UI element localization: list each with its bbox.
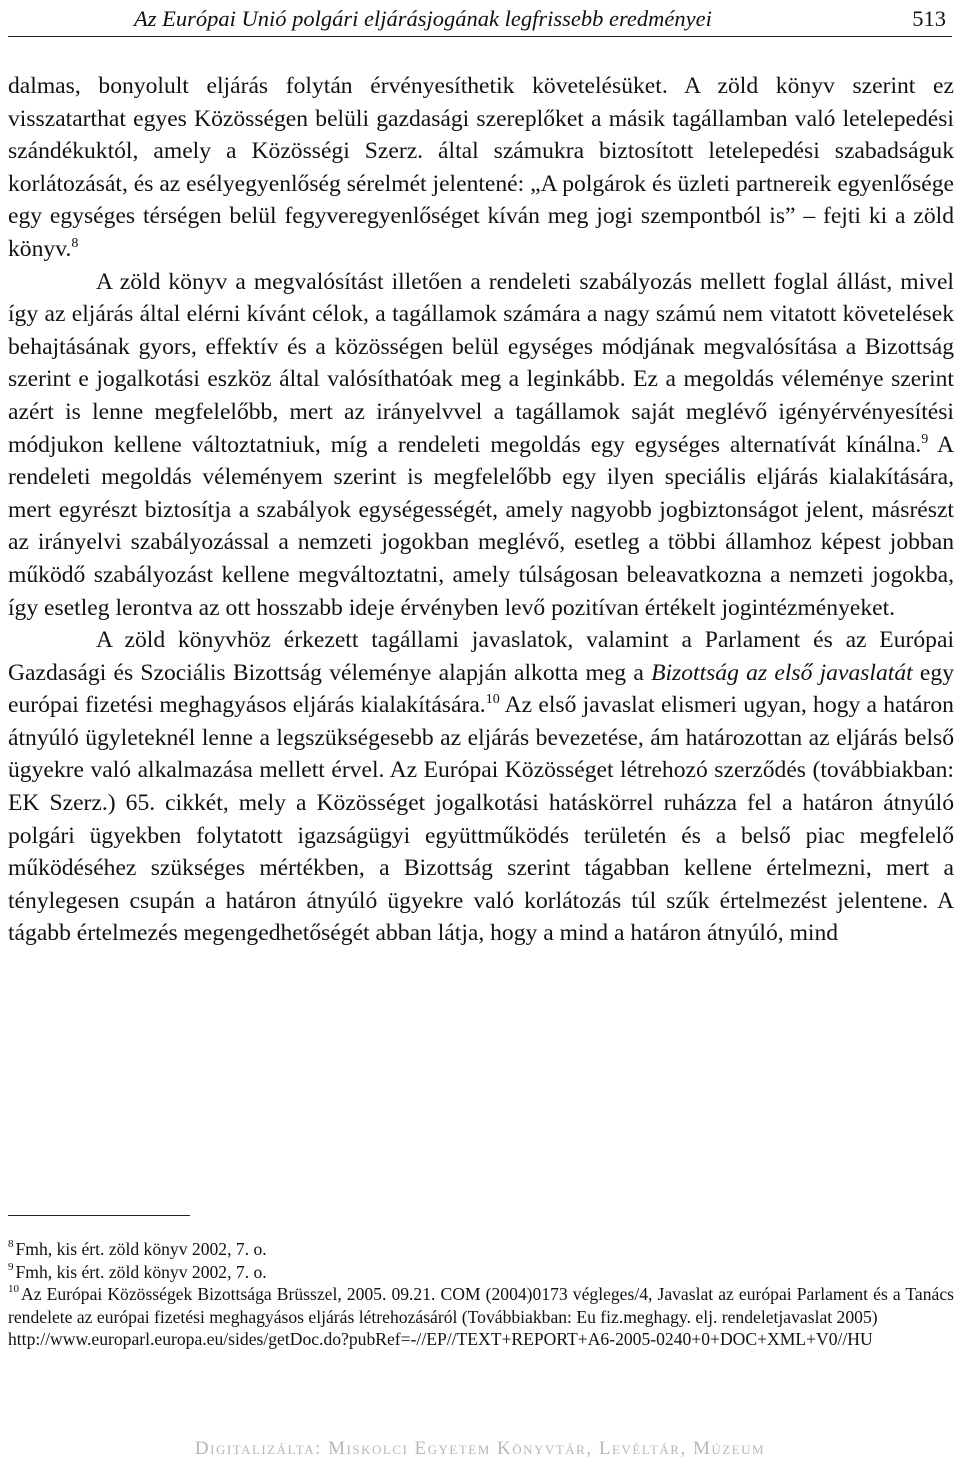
paragraph-3-text-a: A zöld könyvhöz érkezett tagállami javaslatok, valamint a Parlament és az Európai Gazdasági és Szociális Bizottság véleménye alapján alkotta meg a (8, 627, 954, 686)
footnote-8 (8, 1238, 954, 1261)
footnote-ref-10[interactable]: 10 (485, 692, 500, 708)
page-number: 513 (912, 6, 946, 31)
paragraph-2-text-a: A zöld könyv a megvalósítást illetően a rendeleti szabályozás mellett foglal állást, mivel így az eljárás által elérni kívánt célok, a tagállamok számára a nagy számú nem vitatott követelések behajtásának gyors, effektív és a közösségen belül egységes módjának megvalósítása a Bizottság szerint e jogalkotási eszköz által valósíthatóak meg a leginkább. Ez a megoldás véleménye szerint azért is lenne megfelelőbb, mert az irányelvvel a tagállamok saját meglévő igényérvényesítési módjukon kellene változtatniuk, míg a rendeleti megoldás egy egységes alternatívát kínálna. (8, 268, 954, 458)
footnote-9 (8, 1261, 954, 1284)
footnote-text: Fmh, kis ért. zöld könyv 2002, 7. o. (15, 1239, 267, 1259)
paragraph-1 (8, 70, 954, 266)
paragraph-1-text: dalmas, bonyolult eljárás folytán érvényesíthetik követelésüket. A zöld könyv szerint ez visszatarthat egyes Közösségen belüli gazdasági szereplőket a másik tagállamban való letelepedési szándékuktól, amely a Közösségi Szerz. által számukra biztosított letelepedési szabadságuk korlátozását, és az esélyegyenlőség sérelmét jelentené: „A polgárok és üzleti partnereik egyenlősége egy egységes térségen belül fegyveregyenlőséget kíván meg jogi szempontból is” – fejti ki a zöld könyv. (8, 73, 954, 262)
paragraph-2-text-b: A rendeleti megoldás véleményem szerint is megfelelőbb egy ilyen speciális eljárás kialakítására, mert egyrészt biztosítja a szabályok egységességét, amely nagyobb jogbiztonságot jelent, másrészt az irányelvi szabályozással a nemzeti jogokban meglévő, esetleg a többi államhoz képest jobban működő szabályozást kellene megváltoztatni, amely túlságosan beleavatkozna a nemzeti jogokba, így esetleg lerontva az ott hosszabb ideje érvényben levő pozitívan értékelt jogintézményeket. (8, 431, 954, 621)
footnote-number: 8 (8, 1238, 14, 1250)
footnote-text: Az Európai Közösségek Bizottsága Brüsszel, 2005. 09.21. COM (2004)0173 végleges/4, Javaslat az európai Parlament és a Tanács rendelete az európai fizetési meghagyásos eljárás létrehozásáról (Továbbiakban: Eu fiz.meghagy. elj. rendeletjavaslat 2005) (8, 1284, 954, 1327)
digitization-watermark: Digitalizálta: Miskolci Egyetem Könyvtár, Levéltár, Múzeum (194, 1438, 766, 1459)
paragraph-3-text-b: egy európai fizetési meghagyásos eljárás kialakítására. (8, 659, 955, 719)
running-header (8, 2, 952, 38)
footnotes (8, 1238, 954, 1351)
footnote-10 (8, 1283, 954, 1328)
running-title: Az Európai Unió polgári eljárásjogának legfrissebb eredményei (134, 6, 712, 31)
footnote-number: 9 (8, 1260, 14, 1273)
footnote-url[interactable]: http://www.europarl.europa.eu/sides/getDoc.do?pubRef=-//EP//TEXT+REPORT+A6-2005-0240+0+DOC+XML+V0//HU (8, 1329, 873, 1350)
main-text (8, 70, 954, 950)
footnote-ref-9[interactable]: 9 (921, 431, 929, 447)
paragraph-3-italic: Bizottság az első javaslatát (651, 659, 913, 686)
footnote-ref-8[interactable]: 8 (71, 235, 79, 251)
footnote-divider (8, 1215, 190, 1216)
paragraph-3-text-c: Az első javaslat elismeri ugyan, hogy a határon átnyúló ügyleteknél lenne a legszükségesebb az eljárás bevezetése, ám határozottan az eljárás belső ügyekre való alkalmazása mellett érvel. Az Európai Közösséget létrehozó szerződés (továbbiakban: EK Szerz.) 65. cikkét, mely a Közösséget jogalkotási hatáskörrel ruházza fel a határon átnyúló polgári ügyekben folytatott igazságügyi együttműködés területén és a belső piac megfelelő működéséhez szükséges mértékben, a Bizottság szerint tágabban kellene értelmezni, mert a ténylegesen csupán a határon átnyúló ügyekre való korlátozás túl szűk értelmezést jelentene. A tágabb értelmezés megengedhetőségét abban látja, hogy a mind a határon átnyúló, mind (8, 692, 954, 947)
footnote-number: 10 (8, 1283, 19, 1296)
paragraph-3 (8, 624, 954, 950)
header-divider (8, 36, 952, 37)
footnote-text: Fmh, kis ért. zöld könyv 2002, 7. o. (15, 1261, 267, 1282)
paragraph-2 (8, 266, 954, 625)
